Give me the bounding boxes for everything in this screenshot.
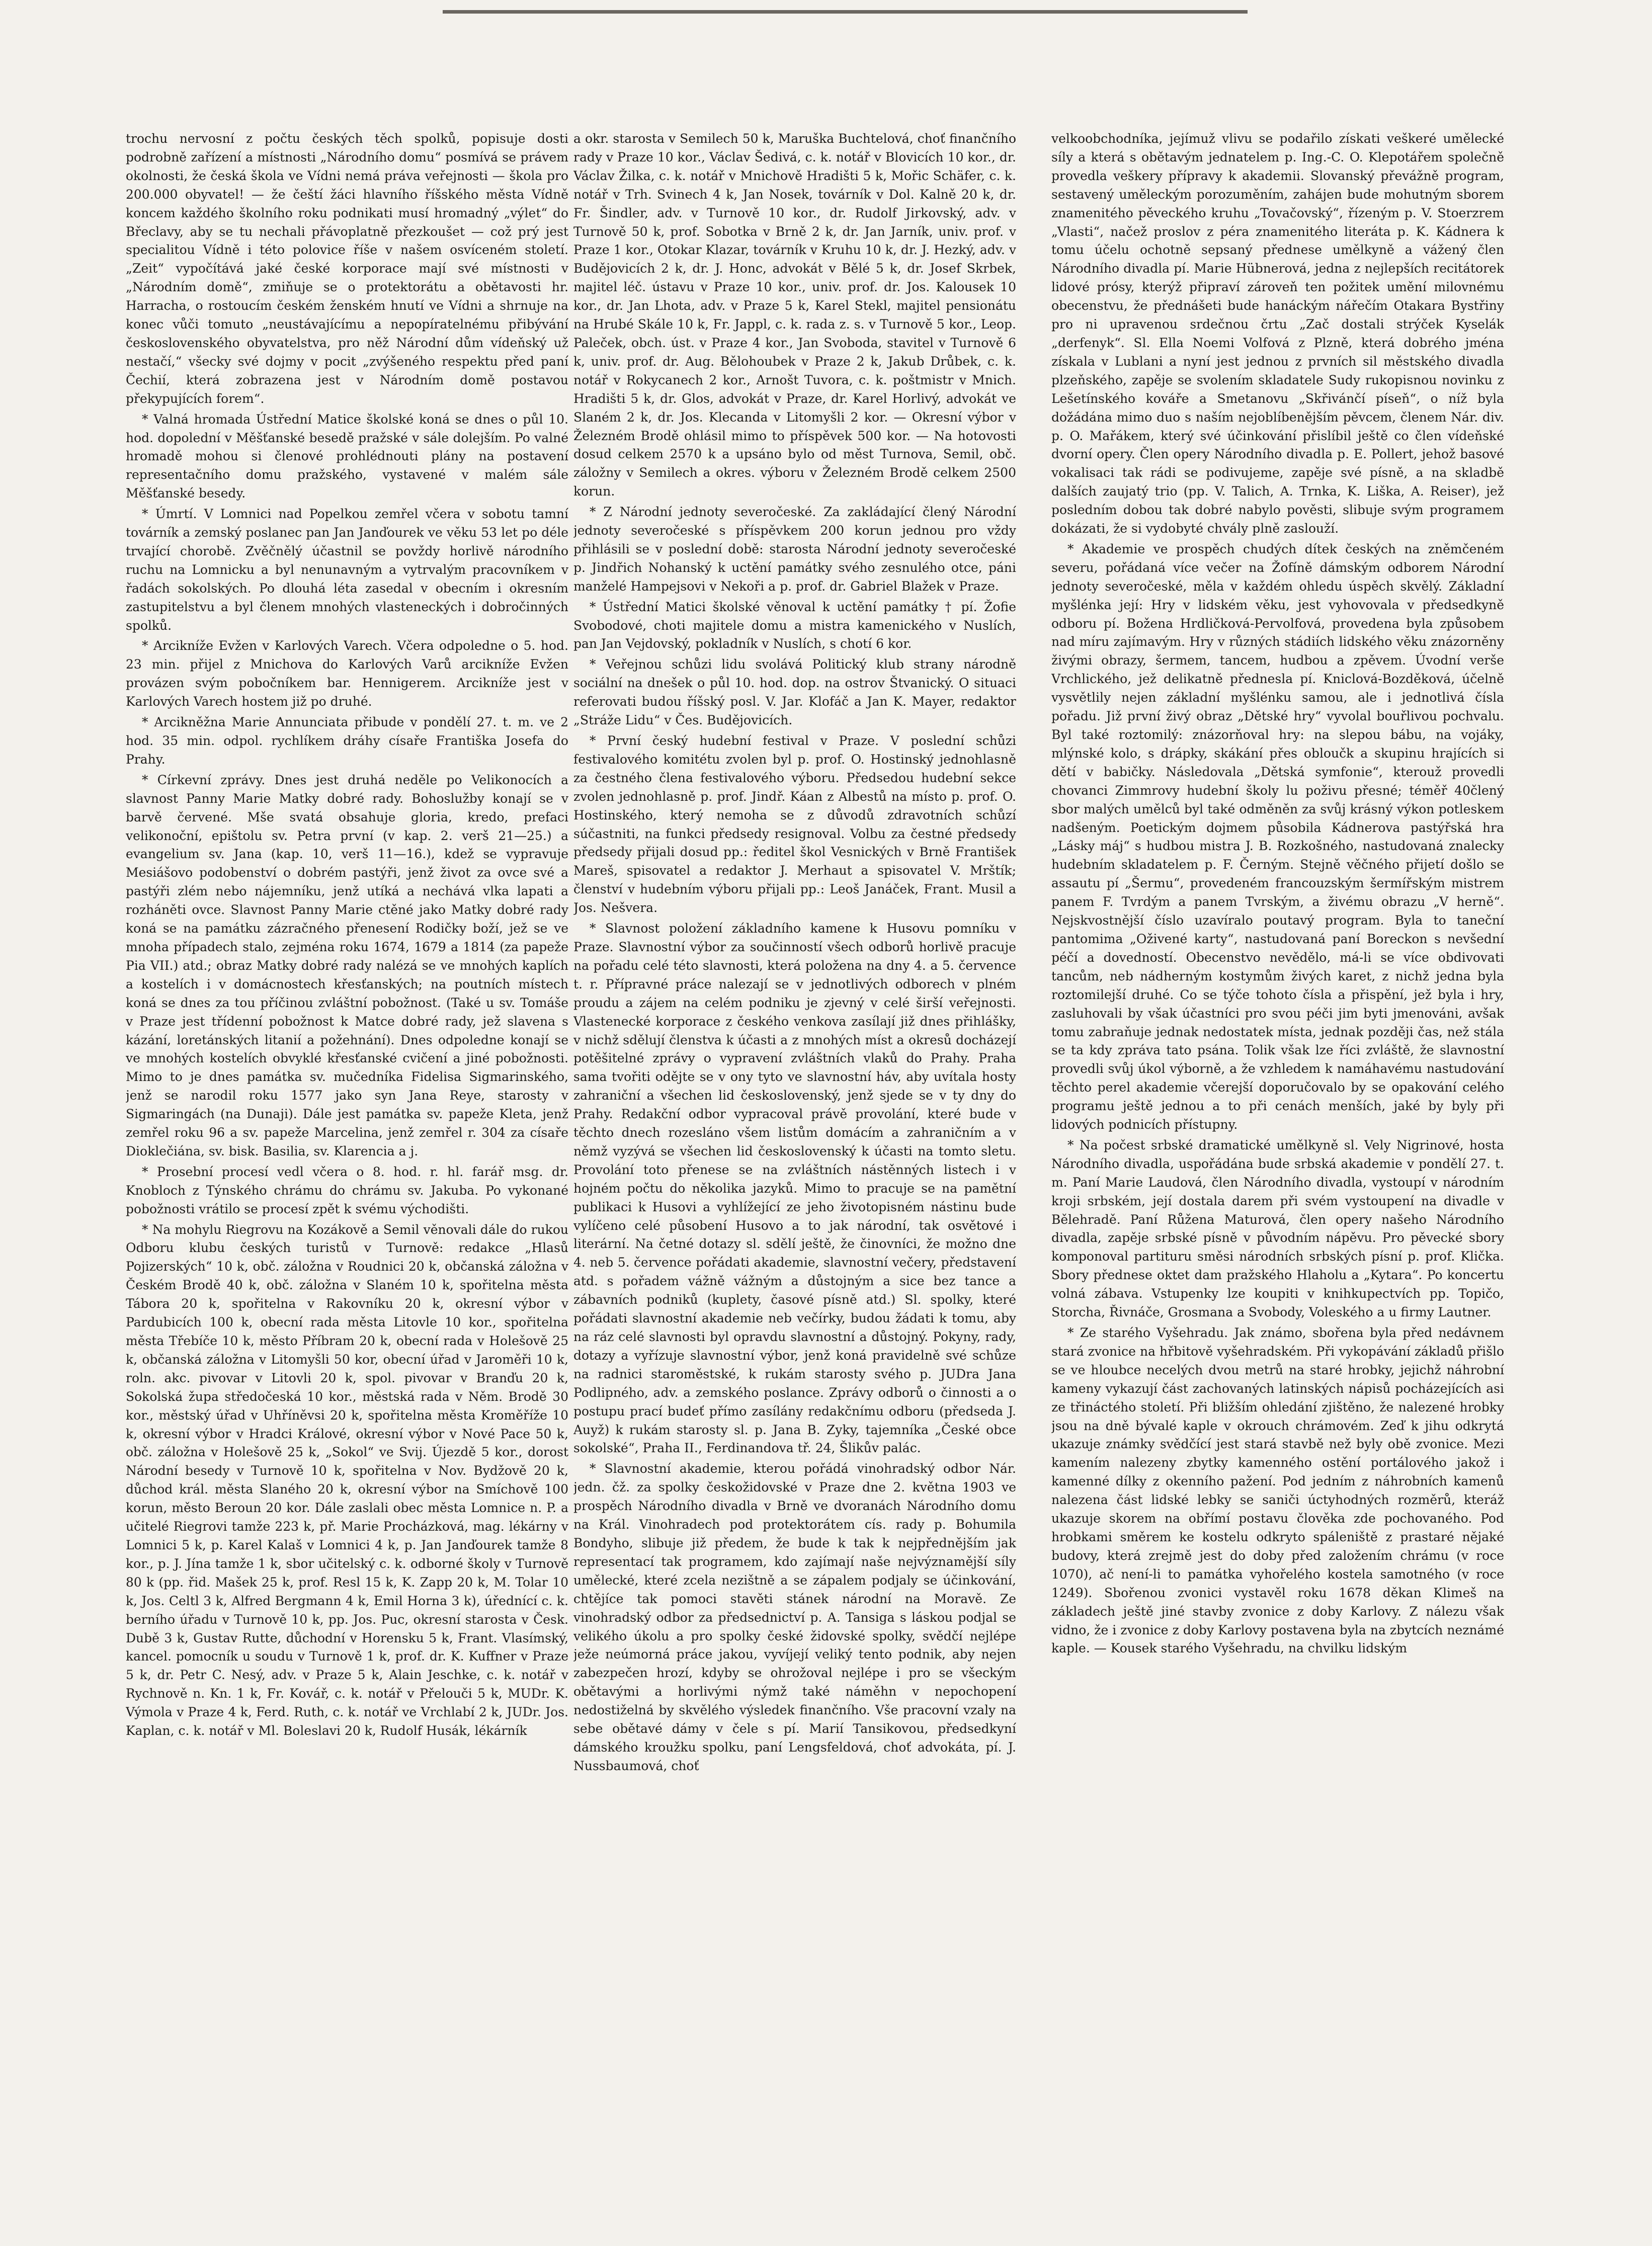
paragraph: * Prosební procesí vedl včera o 8. hod. r. hl. farář msg. dr. Knobloch z Týnského chrámu do chrámu sv. Jakuba. Po vykonané pobožnosti vrátilo se procesí zpět k svému východišti. <box>126 1164 568 1216</box>
paragraph: * Na počest srbské dramatické umělkyně sl. Vely Nigrinové, hosta Národního divadla, uspořádána bude srbská akademie v pondělí 27. t. m. Paní Marie Laudová, člen Národního divadla, vystoupí v národním kroji srbském, její dostala darem při svém vystoupení na divadle v Bělehradě. Paní Růžena Maturová, člen opery našeho Národního divadla, zapěje srbské písně v původním nápěvu. Pro pěvecké sbory komponoval partituru směsi národních srbských písní p. prof. Klička. Sbory přednese oktet dam pražského Hlaholu a „Kytara“. Po koncertu volná zábava. Vstupenky lze koupiti v knihkupectvích pp. Topičo, Storcha, Řivnáče, Grosmana a Svobody, Voleského a u firmy Lautner. <box>1051 1137 1504 1320</box>
paragraph: * Na mohylu Riegrovu na Kozákově a Semil věnovali dále do rukou Odboru klubu českých turistů v Turnově: redakce „Hlasů Pojizerských“ 10 k, obč. záložna v Roudnici 20 k, občanská záložna v Českém Brodě 40 k, obč. záložna v Slaném 10 k, spořitelna města Tábora 20 k, spořitelna v Rakovníku 20 k, okresní výbor v Pardubicích 100 k, obecní rada města Litovle 10 kor., spořitelna města Třebíče 10 k, město Příbram 20 k, obecní rada v Holešově 25 k, občanská záložna v Litomyšli 50 kor, obecní úřad v Jaroměři 10 k, roln. akc. pivovar v Litovli 20 k, spol. pivovar v Branďu 20 k, Sokolská župa středočeská 10 kor., městská rada v Něm. Brodě 30 kor., městský úřad v Uhříněvsi 20 k, spořitelna města Kroměříže 10 k, okresní výbor v Hradci Králové, okresní výbor v Nové Pace 50 k, obč. záložna v Holešově 25 k, „Sokol“ ve Svij. Újezdě 5 kor., dorost Národní besedy v Turnově 10 k, spořitelna v Nov. Bydžově 20 k, důchod král. města Slaného 20 k, okresní výbor na Smíchově 100 korun, město Beroun 20 kor. Dále zaslali obec města Lomnice n. P. a učitelé Riegrovi tamže 223 k, př. Marie Procházková, mag. lékárny v Lomnici 5 k, p. Karel Kalaš v Lomnici 4 k, p. Jan Janďourek tamže 8 kor., p. J. Jína tamže 1 k, sbor učitelský c. k. odborné školy v Turnově 80 k (pp. řid. Mašek 25 k, prof. Resl 15 k, K. Zapp 20 k, M. Tolar 10 k, Jos. Celtl 3 k, Alfred Bergmann 4 k, Emil Horna 3 k), úřednící c. k. berního úřadu v Turnově 10 k, pp. Jos. Puc, okresní starosta v Česk. Dubě 3 k, Gustav Rutte, důchodní v Horensku 5 k, Frant. Vlasímský, kancel. pomocník u soudu v Turnově 1 k, prof. dr. K. Kuffner v Praze 5 k, dr. Petr C. Nesý, adv. v Praze 5 k, Alain Jeschke, c. k. notář v Rychnově n. Kn. 1 k, Fr. Kovář, c. k. notář v Přelouči 5 k, MUDr. K. Výmola v Praze 4 k, Ferd. Ruth, c. k. notář ve Vrchlabí 2 k, JUDr. Jos. Kaplan, c. k. notář v Ml. Boleslavi 20 k, Rudolf Husák, lékárník <box>126 1222 568 1738</box>
paragraph: * První český hudební festival v Praze. V poslední schůzi festivalového komitétu zvolen byl p. prof. O. Hostinský jednohlasně za čestného člena festivalového výboru. Předsedou hudební sekce zvolen jednohlasně p. prof. Jindř. Káan z Albestů na místo p. prof. O. Hostinského, který nemoha se z důvodů zdravotních schůzí súčastniti, na funkci předsedy resignoval. Volbu za čestné předsedy předsedy přijali dosud pp.: ředitel škol Vesnických v Brně František Mareš, spisovatel a redaktor J. Merhaut a spisovatel V. Mrštík; členství v hudebním výboru přijali pp.: Leoš Janáček, Frant. Musil a Jos. Nešvera. <box>573 733 1016 916</box>
paragraph: trochu nervosní z počtu českých těch spolků, popisuje dosti podrobně zařízení a místnosti „Národního domu“ posmívá se právem okolnosti, že česká škola ve Vídni nemá práva veřejnosti — škola pro 200.000 obyvatel! — že čeští žáci hlavního říšského města Vídně koncem každého školního roku podnikati musí hromadný „výlet“ do Břeclavy, aby se tu nechali přávoplatně přezkoušet — což prý jest specialitou Vídně i této polovice říše v našem osvíceném století. „Zeit“ vypočítává jaké české korporace mají své místnosti v „Národním domě“, zmiňuje se o protektorátu a obětavosti hr. Harracha, o rostoucím českém ženském hnutí ve Vídni a shrnuje na konec vůči tomuto „neustávajícímu a nepopíratelnému přibývání československého obyvatelstva, pro něž Národní dům vídeňský už nestačí,“ všecky své dojmy v pocit „zvýšeného respektu před paní Čechií, která zobrazena jest v Národním domě postavou překypujících forem“. <box>126 131 568 406</box>
paragraph: * Veřejnou schůzi lidu svolává Politický klub strany národně sociální na dnešek o půl 10. hod. dop. na ostrov Štvanický. O situaci referovati budou říšský posl. V. Jar. Klofáč a Jan K. Mayer, redaktor „Stráže Lidu“ v Čes. Budějovicích. <box>573 657 1016 728</box>
column-1 <box>126 130 568 2182</box>
paragraph: * Slavnostní akademie, kterou pořádá vinohradský odbor Nár. jedn. čž. za spolky českožidovské v Praze dne 2. května 1903 ve prospěch Národního divadla v Brně ve dvoranách Národního domu na Král. Vinohradech pod protektorátem cís. rady p. Bohumila Bondyho, slibuje již předem, že bude k tak k nejpřednějším jak representací tak programem, kdo zajímají naše nejvýznamější síly umělecké, které zcela nezištně a se zápalem podjaly se účinkování, chtějíce tak pomoci stavěti stánek národní na Moravě. Ze vinohradský odbor za předsednictví p. A. Tansiga s láskou podjal se velikého úkolu a pro spolky české židovské spolky, svědčí nejlépe ježe neúmorná práce jakou, vyvíjejí veliký tento podnik, aby nejen zabezpečen hrozí, kdyby se ohrožoval nejlépe i pro se všeckým obětavými a horlivými nýmž také náměhn v nepochopení nedostiželná by skvělého výsledek finančního. Vše pracovní vzaly na sebe obětavé dámy v čele s pí. Marií Tansikovou, předsedkyní dámského kroužku spolku, paní Lengsfeldová, choť advokáta, pí. J. Nussbaumová, choť <box>573 1461 1016 1773</box>
paragraph: * Z Národní jednoty severočeské. Za zakládající člený Národní jednoty severočeské s příspěvkem 200 korun jednou pro vždy přihlásili se v poslední době: starosta Národní jednoty severočeské p. Jindřich Nohanský k uctění památky svého zesnulého otce, páni manželé Hampejsovi v Nekoři a p. prof. dr. Gabriel Blažek v Praze. <box>573 505 1016 594</box>
paragraph: * Ze starého Vyšehradu. Jak známo, sbořena byla před nedávnem stará zvonice na hřbitově vyšehradském. Při vykopávání základů přišlo se ve hloubce necelých dvou metrů na staré hrobky, jejichž náhrobní kameny vykazují část zachovaných latinských nápisů pocházejících asi ze třináctého století. Při bližším ohledání zjištěno, že nalezené hrobky jsou na dně bývalé kaple v okrouch chrámovém. Zeď k jihu odkrytá ukazuje známky svědčící jest stará stavbě než byly obě zvonice. Mezi kamením nalezeny zbytky kamenného ostění portálového jakož i kamenné dílky z okenního pažení. Pod jedním z náhrobních kamenů nalezena část lidské lebky se saniči úctyhodných rozměrů, kteráž ukazuje skorem na obřímí postavu člověka zde pochovaného. Pod hrobkami směrem ke kostelu odkryto spáleniště z prastaré nějaké budovy, která zrejmě jest do doby před založením chrámu (v roce 1070), ač není-li to památka vyhořelého kostela samotného (v roce 1249). Sbořenou zvonici vystavěl roku 1678 děkan Klimeš na základech ještě jiné stavby zvonice z doby Karlovy. Z nálezu však vidno, že i zvonice z doby Karlovy postavena byla na zbytcích neznámé kaple. — Kousek starého Vyšehradu, na chvilku lidským <box>1051 1325 1504 1656</box>
paragraph: * Arcikněžna Marie Annunciata přibude v pondělí 27. t. m. ve 2 hod. 35 min. odpol. rychlíkem dráhy císaře Františka Josefa do Prahy. <box>126 715 568 767</box>
paragraph: * Církevní zprávy. Dnes jest druhá neděle po Velikonocích a slavnost Panny Marie Matky dobré rady. Bohoslužby konají se v barvě červené. Mše svatá obsahuje gloria, kredo, prefaci velikonoční, epištolu sv. Petra první (v kap. 2. verš 21—25.) a evangelium sv. Jana (kap. 10, verš 11—16.), kdež se vypravuje Mesiášovo podobenství o dobrém pastýři, jenž život za ovce své a pastýři zlém nebo nájemníku, jenž utíká a nechává vlka lapati a rozháněti ovce. Slavnost Panny Marie ctěné jako Matky dobré rady koná se na památku zázračného přenesení Rodičky boží, jež se ve mnoha případech stalo, zejména roku 1674, 1679 a 1814 (za papeže Pia VII.) atd.; obraz Matky dobré rady nalézá se ve mnohých kaplích a kostelích i v domácnostech křesťanských; na poutních místech koná se dnes za tou příčinou zvláštní pobožnost. (Také u sv. Tomáše v Praze jest třídenní pobožnost k Matce dobré rady, jež slavena s kázání, loretánských litanií a požehnání). Dnes odpoledne konají se ve mnohých kostelích obvyklé křesťanské cvičení a jiné pobožnosti. Mimo to je dnes památka sv. mučedníka Fidelisa Sigmarinského, jenž se narodil roku 1577 jako syn Jana Reye, starosty v Sigmaringách (na Dunaji). Dále jest památka sv. papeže Kleta, jenž zemřel roku 96 a sv. papeže Marcelina, jenž zemřel r. 304 za císaře Dioklečiána, sv. bisk. Basilia, sv. Klarencia a j. <box>126 772 568 1158</box>
paragraph: * Ústřední Matici školské věnoval k uctění památky † pí. Žofie Svobodové, choti majitele domu a mistra kamenického v Nuslích, pan Jan Vejdovský, pokladník v Nuslích, s chotí 6 kor. <box>573 599 1016 651</box>
column-3 <box>1051 130 1504 2182</box>
paragraph: * Slavnost položení základního kamene k Husovu pomníku v Praze. Slavnostní výbor za součinností všech odborů horlivě pracuje na pořadu celé této slavnosti, která položena na dny 4. a 5. července t. r. Přípravné práce nalezají se v jednotlivých odborech v plném proudu a zájem na celém podniku je zjevný v celé širší veřejnosti. Vlastenecké korporace z českého venkova zasílají již dnes přihlášky, v nichž sdělují členstva k účasti a z mnohých míst a okresů docházejí potěšitelné zprávy o vypravení zvláštních vlaků do Prahy. Praha sama tvořiti odějte se v ony tyto ve slavnostní háv, aby uvítala hosty zahraniční a všechen lid československý, jenž sjede se v ty dny do Prahy. Redakční odbor vypracoval právě provolání, které bude v těchto dnech rozesláno všem listům domácím a zahraničním a v němž vyzývá se všechen lid československý k účasti na tomto sletu. Provolání toto přenese se na zvláštních nástěnných listech i v hojném počtu do několika jazyků. Mimo to pracuje se na pamětní publikaci k Husovi a vyhlížející ze jeho životopisném nástinu bude vylíčeno celé působení Husovo a to jak národní, tak osvětové i literární. Na četné dotazy sl. sdělí ještě, že činovníci, že možno dne 4. neb 5. července pořádati akademie, slavnostní večery, představení atd. s pořadem vážně vážným a důstojným a sice bez tance a zábavních podniků (kuplety, časové písně atd.) Sl. spolky, které pořádati slavnostní akademie neb večírky, budou žádati k tomu, aby na ráz celé slavnosti byl opravdu slavnostní a důstojný. Pokyny, rady, dotazy a vyřízuje slavnostní výbor, jenž koná pravidelně své schůze na radnici staroměstské, k rukám starosty svého p. JUDra Jana Podlipného, adv. a zemského poslance. Zprávy odborů o činnosti a o postupu prací budeť přímo zasílány redakčnímu odboru (předseda J. Auyž) k rukám starosty sl. p. Jana B. Zyky, tajemníka „České obce sokolské“, Praha II., Ferdinandova tř. 24, Šlikův palác. <box>573 921 1016 1456</box>
paragraph: * Úmrtí. V Lomnici nad Popelkou zemřel včera v sobotu tamní továrník a zemský poslanec pan Jan Janďourek ve věku 53 let po déle trvající chorobě. Zvěčnělý účastnil se povždy horlivě národního ruchu na Lomnicku a byl nenunavným a vytrvalým pracovníkem v řadách sokolských. Po dlouhá léta zasedal v obecním i okresním zastupitelstvu a byl členem mnohých vlasteneckých i dobročinných spolků. <box>126 507 568 633</box>
paragraph: a okr. starosta v Semilech 50 k, Maruška Buchtelová, choť finančního rady v Praze 10 kor., Václav Šedivá, c. k. notář v Blovicích 10 kor., dr. Václav Žilka, c. k. notář v Mnichově Hradišti 5 k, Mořic Schäfer, c. k. notář v Trh. Svinech 4 k, Jan Nosek, továrník v Dol. Kalně 20 k, dr. Fr. Šindler, adv. v Turnově 10 kor., dr. Rudolf Jirkovský, adv. v Turnově 50 k, prof. Sobotka v Brně 2 k, dr. Jan Jarník, univ. prof. v Praze 1 kor., Otokar Klazar, továrník v Kruhu 10 k, dr. J. Hezký, adv. v Budějovicích 2 k, dr. J. Honc, advokát v Bělé 5 k, dr. Josef Skrbek, majitel léč. ústavu v Praze 10 kor., univ. prof. dr. Jos. Kalousek 10 kor., dr. Jan Lhota, adv. v Praze 5 k, Karel Stekl, majitel pensionátu na Hrubé Skále 10 k, Fr. Jappl, c. k. rada z. s. v Turnově 5 kor., Leop. Paleček, obch. úst. v Praze 4 kor., Jan Svoboda, stavitel v Turnově 6 k, univ. prof. dr. Aug. Bělohoubek v Praze 2 k, Jakub Drůbek, c. k. notář v Rokycanech 2 kor., Arnošt Tuvora, c. k. poštmistr v Mnich. Hradišti 5 k, dr. Glos, advokát v Praze, dr. Karel Horlivý, advokát ve Slaném 2 k, dr. Jos. Klecanda v Litomyšli 2 kor. — Okresní výbor v Železném Brodě ohlásil mimo to příspěvek 500 kor. — Na hotovosti dosud celkem 2570 k a upsáno bylo od měst Turnova, Semil, obč. záložny v Semilech a okres. výboru v Železném Brodě celkem 2500 korun. <box>573 131 1016 499</box>
column-2 <box>573 130 1016 2182</box>
paragraph: * Arcikníže Evžen v Karlových Varech. Včera odpoledne o 5. hod. 23 min. přijel z Mnichova do Karlových Varů arcikníže Evžen provázen svým pobočníkem bar. Hennigerem. Arcikníže jest v Karlových Varech hostem již po druhé. <box>126 638 568 709</box>
paragraph: * Akademie ve prospěch chudých dítek českých na zněmčeném severu, pořádaná více večer na Žofíně dámským odborem Národní jednoty severočeské, měla v každém ohledu úspěch skvělý. Základní myšlénka její: Hry v lidském věku, jest vyhovovala v předsedkyně odboru pí. Božena Hrdličková-Pervolfová, provedena byla způsobem nad míru zajímavým. Hry v různých stádiích lidského věku znázorněny živými obrazy, šermem, tancem, hudbou a zpěvem. Úvodní verše Vrchlického, jež delikatně přednesla pí. Kniclová-Bozděková, účelně vysvětlily nejen základní myšlénku samou, ale i jednotlivá čísla pořadu. Již první živý obraz „Dětské hry“ vyvolal bouřlivou pochvalu. Byl také roztomilý: znázorňoval hry: na slepou bábu, na vojáky, mlýnské kolo, s drápky, skákání přes obloučk a skupinu hrajících si dětí v babičky. Následovala „Dětská symfonie“, kterouž provedli chovanci Zimmrovy hudební školy lu poživu přesné; téměř 40člený sbor malých umělců byl také odměněn za svůj krásný výkon potleskem nadšeným. Poetickým dojmem působila Kádnerova pastýřská hra „Lásky máj“ s hudbou mistra J. B. Rozkošného, nastudovaná znalecky hudebním skladatelem p. F. Černým. Stejně věčného přijetí došlo se assautu pí „Šermu“, provedeném francouzským šermířským mistrem panem F. Tvrdým a panem Tvrským, a živému obrazu „V herně“. Nejskvostnější číslo uzavíralo poutavý program. Byla to taneční pantomima „Oživené karty“, nastudovaná paní Boreckon s nevšední péčí a dovedností. Obecenstvo nevědělo, má-li se více obdivovati tancům, neb nádherným kostymům živých karet, z nichž jedna byla roztomilejší druhé. Co se týče tohoto čísla a přispění, jež byla i hry, zasluhovali by však účastníci pro svou péči jim byti jmenováni, avšak tomu zabraňuje jednak nedostatek místa, jednak později čas, než stála se ta kdy zpráva tato psána. Tolik však lze říci zvláště, že slavnostní provedli svůj úkol výborně, a že vzhledem k namáhavému nastudování těchto perel akademie včerejší doporučovalo by se opakování celého programu ještě jednou a to při cenách menších, jaké by byly při lidových podnicích přístupny. <box>1051 541 1504 1132</box>
paragraph: * Valná hromada Ústřední Matice školské koná se dnes o půl 10. hod. dopolední v Měšťanské besedě pražské v sále dolejším. Po valné hromadě mohou si členové prohlédnouti plány na postavení representačního domu pražského, vystavené v malém sále Měšťanské besedy. <box>126 411 568 501</box>
paragraph: velkoobchodníka, jejímuž vlivu se podařilo získati veškeré umělecké síly a která s obětavým jednatelem p. Ing.-C. O. Klepotářem společně provedla veškery přípravy k akademii. Slovanský převážně program, sestavený uměleckým porozuměním, zahájen bude mohutným sborem znamenitého pěveckého kruhu „Tovačovský“, řízeným p. V. Stoerzrem „Vlasti“, načež proslov z péra znamenitého literáta p. K. Kádnera k tomu účelu ochotně sepsaný přednese umělkyně a vážený člen Národního divadla pí. Marie Hübnerová, jedna z nejlepších recitátorek lidové prósy, kterýž připraví záro​veň ten požitek umění milovnému obecenstvu, že přednášeti bude hanáckým nářečím Otakara Bystřiny pro ni upravenou srdečnou črtu „Zač dostali strýček Kyselák „derfenyk“. Sl. Ella Noemi Volfová z Plzně, která dobrého jména získala v Lublani a nyní jest jednou z prvních sil městského divadla plzeňského, zapěje se svolením skladatele Sudy rukopisnou novinku z Lešetínského kováře a Smetanovu „Skřivánčí píseň“, o níž byla dožádána mimo duo s naším nejoblíbenějším pěvcem, členem Nár. div. p. O. Mařákem, který své účinkování přislíbil ještě co člen vídeňské dvorní opery. Člen opery Národního divadla p. E. Pollert, jehož basové vokalisaci tak rádi se podivujeme, zapěje své písně, a na skladbě dalších zaujatý trio (pp. V. Talich, A. Trnka, K. Liška, A. Reiser), jež posledním dobou tak dobré nabylo pověsti, slibuje svým programem dokázati, že si vydobyté chvály plně zaslouží. <box>1051 131 1504 536</box>
top-rule <box>443 10 1248 14</box>
